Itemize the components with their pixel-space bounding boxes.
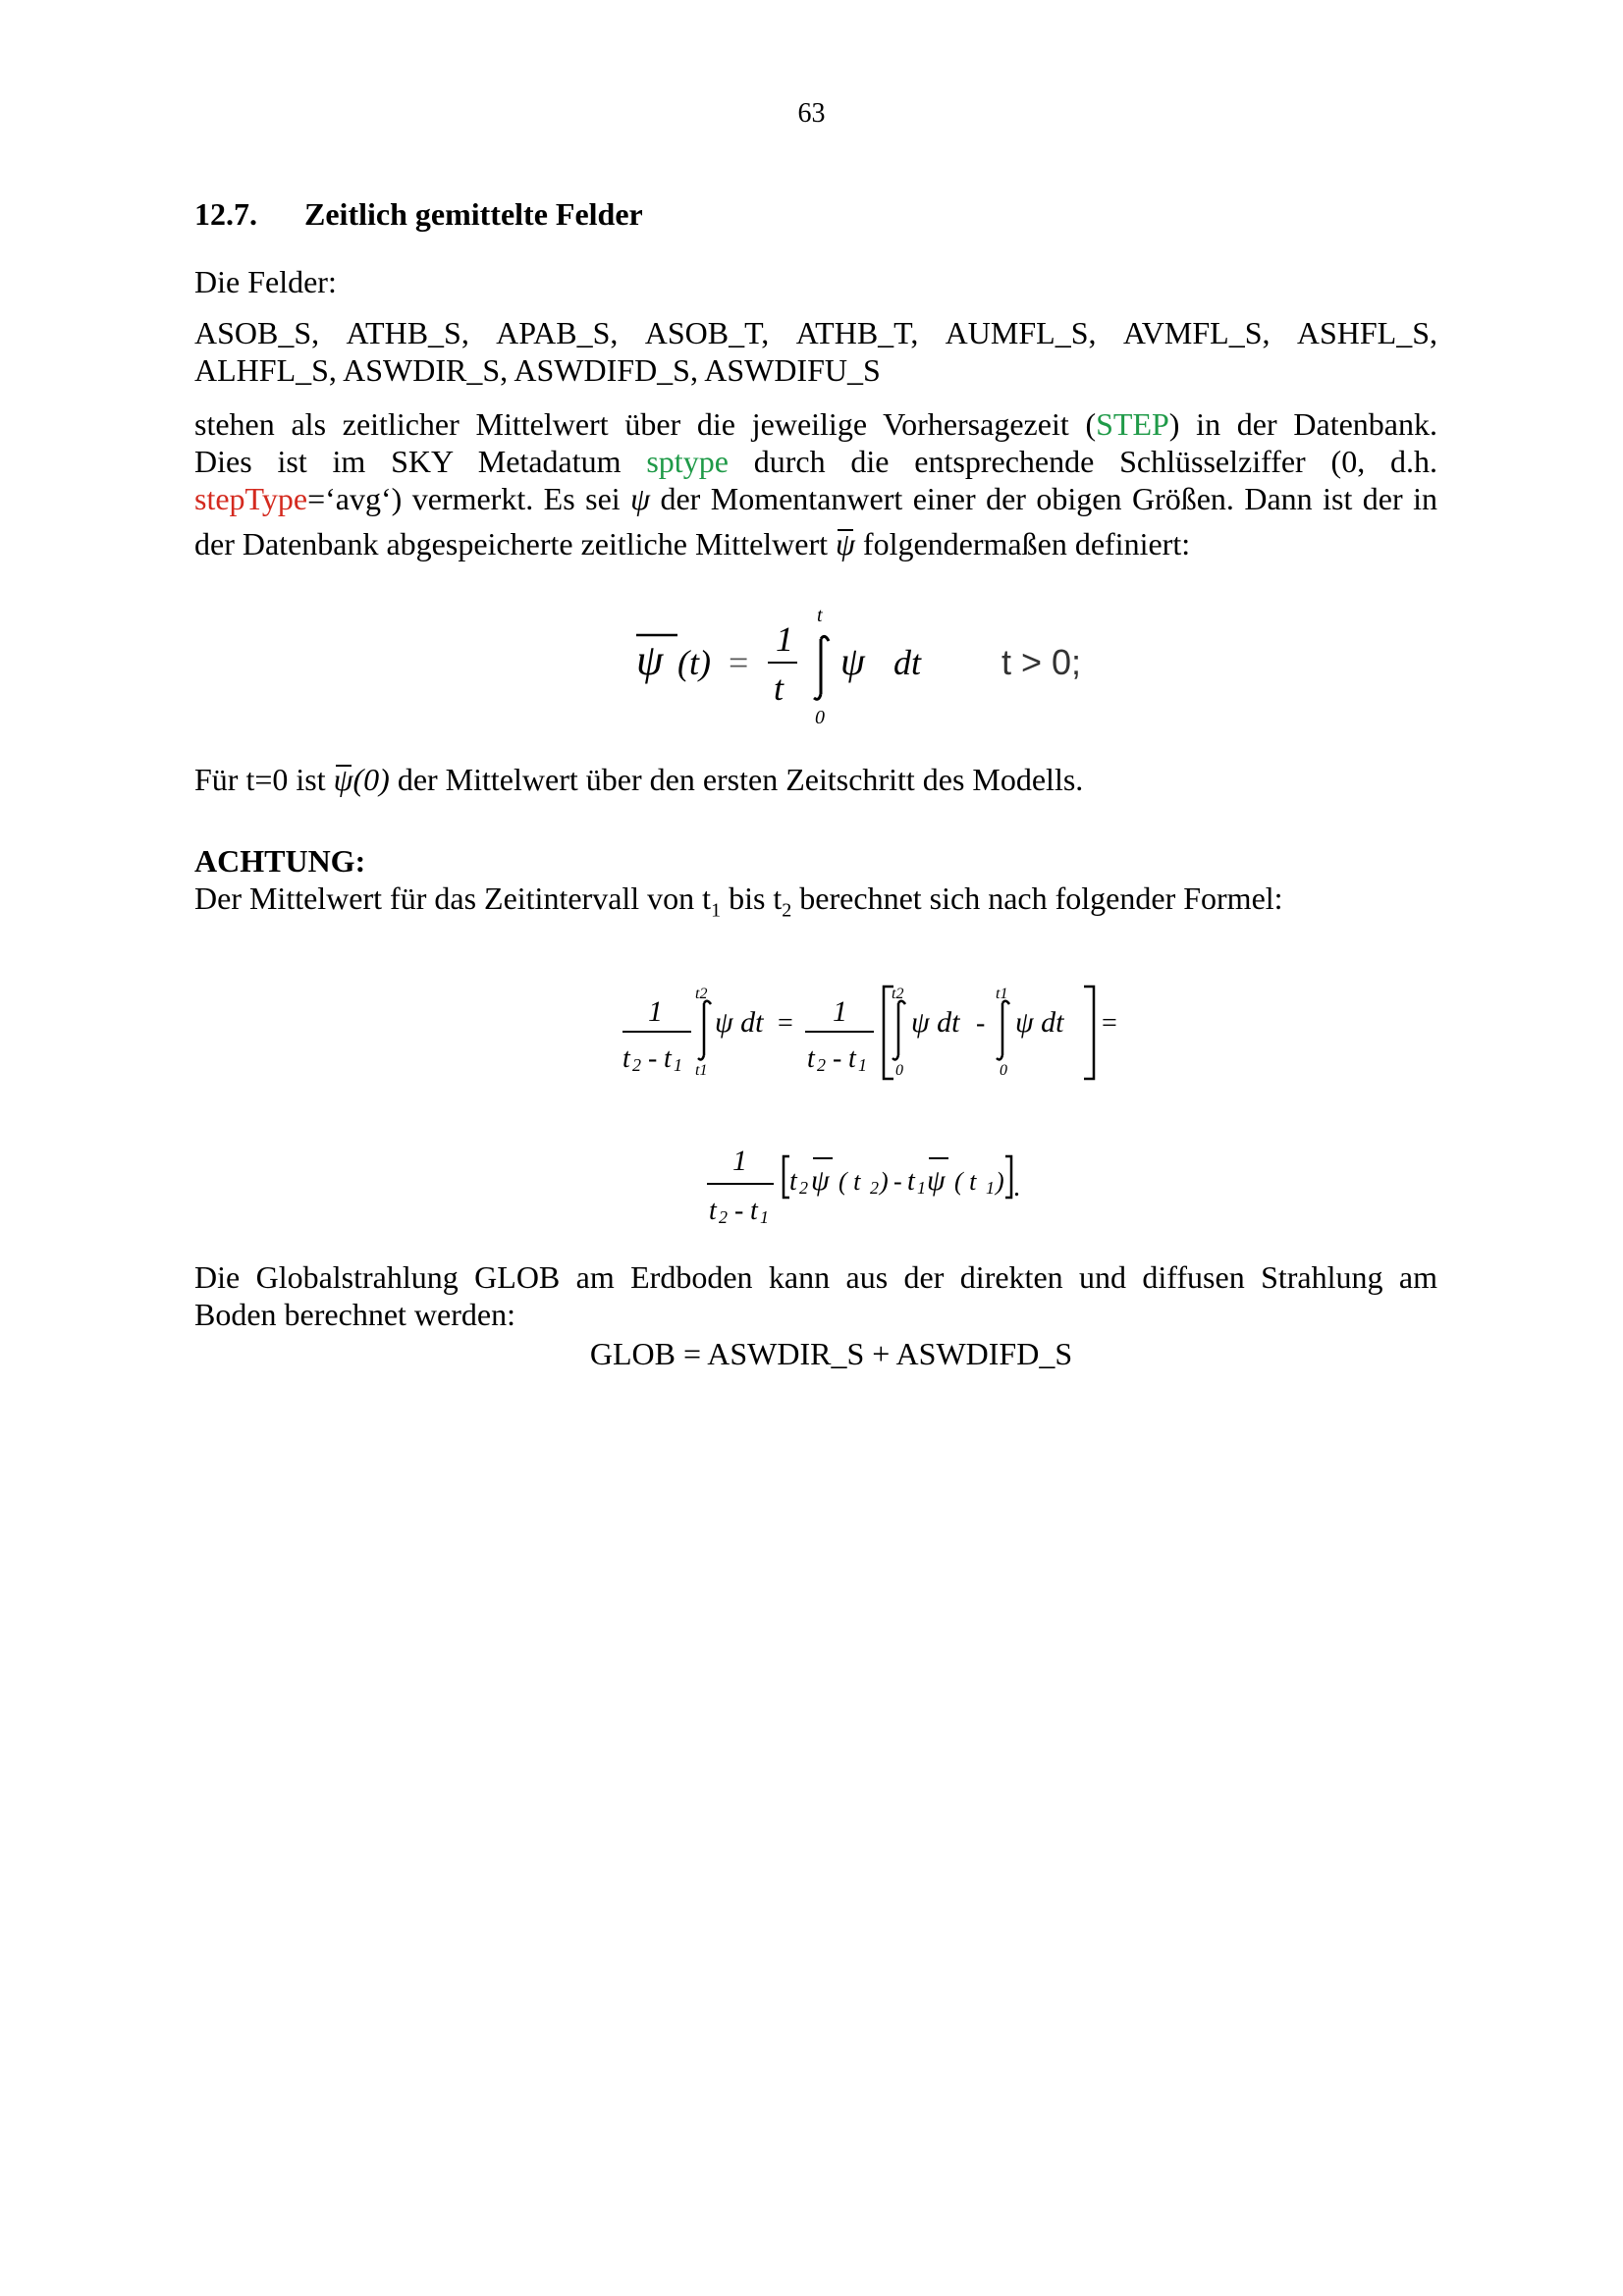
int1-sign <box>698 1001 711 1060</box>
int3-lower: 0 <box>1000 1062 1007 1079</box>
frac3-den-t2: t <box>709 1196 717 1226</box>
frac1-den-t2: t <box>622 1043 630 1074</box>
int2-integrand: ψ dt <box>911 1006 960 1039</box>
frac1-den-sub1: 1 <box>674 1055 682 1075</box>
bracket-minus: - <box>976 1008 986 1039</box>
int1-integrand: ψ dt <box>715 1006 764 1039</box>
psi-bar-symbol-2: ψ <box>333 762 353 797</box>
frac2-den-t1: t <box>848 1043 856 1074</box>
integrand-psi: ψ <box>840 639 865 683</box>
int2-upper: t2 <box>892 986 904 1002</box>
result-minus: - <box>893 1167 902 1196</box>
differential: dt <box>893 643 922 682</box>
final-period: . <box>1013 1172 1020 1202</box>
frac1-den-sub2: 2 <box>632 1055 641 1075</box>
section-title: Zeitlich gemittelte Felder <box>304 196 643 232</box>
eq-1: = <box>778 1008 793 1039</box>
psi-symbol: ψ <box>630 481 650 516</box>
glob-equation: GLOB = ASWDIR_S + ASWDIFD_S <box>589 1336 1073 1371</box>
fraction-numerator: 1 <box>776 619 793 659</box>
psi-arg-close-1: ) <box>996 1167 1004 1196</box>
glob-line-2: Boden berechnet werden: <box>194 1297 515 1332</box>
frac1-den-t1: t <box>664 1043 672 1074</box>
frac3-numerator: 1 <box>732 1145 747 1177</box>
field-list-line-1: ASOB_S, ATHB_S, APAB_S, ASOB_T, ATHB_T, AUMFL_S, AVMFL_S, ASHFL_S, <box>194 315 1437 350</box>
bracket-t1: t <box>907 1166 915 1197</box>
steptype-keyword: stepType <box>194 481 308 516</box>
right-bracket-2 <box>1005 1156 1011 1198</box>
bracket-sub1: 1 <box>917 1178 926 1198</box>
equals-sign: = <box>729 643 749 682</box>
int1-upper: t2 <box>695 986 708 1002</box>
psi-lhs: ψ <box>636 636 664 684</box>
mean-definition-formula <box>609 594 1119 731</box>
frac2-den-sub1: 1 <box>858 1055 867 1075</box>
t0-sentence: Für t=0 ist ψ(0) der Mittelwert über den ersten Zeitschritt des Modells. <box>194 762 1084 797</box>
frac3-den-minus: - <box>734 1196 744 1226</box>
frac3-den-sub2: 2 <box>719 1207 728 1227</box>
lhs-argument: (t) <box>677 643 711 682</box>
field-list <box>194 314 1437 389</box>
psi-bar-t1: ψ <box>927 1164 946 1197</box>
frac2-den-t2: t <box>807 1043 815 1074</box>
field-list-line-2: ALHFL_S, ASWDIR_S, ASWDIFD_S, ASWDIFU_S <box>194 352 881 388</box>
achtung-title: ACHTUNG: <box>194 843 366 879</box>
frac2-den-sub2: 2 <box>817 1055 826 1075</box>
psi-arg-sub1: 1 <box>986 1178 995 1198</box>
step-link: STEP <box>1096 406 1169 442</box>
frac3-den-sub1: 1 <box>760 1207 769 1227</box>
int3-sign <box>997 1001 1009 1060</box>
psi-bar-t2: ψ <box>811 1164 830 1197</box>
desc-line-4: der Datenbank abgespeicherte zeitliche Mittelwert ψ folgendermaßen definiert: <box>194 526 1191 561</box>
eq-2: = <box>1102 1008 1117 1039</box>
frac3-den-t1: t <box>750 1196 758 1226</box>
frac2-den-minus: - <box>833 1043 842 1074</box>
desc-line-3: stepType=‘avg‘) vermerkt. Es sei ψ der Momentanwert einer der obigen Größen. Dann ist der in <box>194 481 1438 516</box>
bracket-sub2: 2 <box>799 1178 808 1198</box>
int1-lower: t1 <box>695 1062 708 1079</box>
section-heading <box>194 196 643 233</box>
sptype-keyword: sptype <box>646 444 729 479</box>
achtung-text: Der Mittelwert für das Zeitintervall von $t_1$ bis $t_2$ berechnet sich nach folgender Formel: <box>194 881 1283 922</box>
psi-arg-t1: ( t <box>954 1167 977 1196</box>
fraction-denominator: t <box>774 668 784 708</box>
psi-arg-zero: (0) <box>352 762 390 797</box>
psi-bar-symbol: ψ <box>836 526 855 561</box>
intro-text: Die Felder: <box>194 264 337 299</box>
frac1-numerator: 1 <box>648 995 663 1028</box>
desc-line-1: stehen als zeitlicher Mittelwert über die jeweilige Vorhersagezeit (STEP) in der Datenbank. <box>194 406 1438 442</box>
glob-line-1: Die Globalstrahlung GLOB am Erdboden kann aus der direkten und diffusen Strahlung am <box>194 1259 1437 1295</box>
frac1-den-minus: - <box>648 1043 658 1074</box>
integral-lower: 0 <box>815 707 825 728</box>
psi-arg-sub2: 2 <box>870 1178 879 1198</box>
frac2-numerator: 1 <box>833 995 847 1028</box>
integral-upper: t <box>817 605 823 626</box>
page-number: 63 <box>797 98 826 129</box>
integral-sign <box>814 636 829 699</box>
int3-upper: t1 <box>996 986 1008 1002</box>
int2-sign <box>893 1001 905 1060</box>
psi-arg-close-2: ) <box>880 1167 889 1196</box>
psi-arg-t2: ( t <box>839 1167 861 1196</box>
description-paragraph <box>194 405 1437 562</box>
glob-paragraph <box>194 1258 1437 1333</box>
interval-mean-formula <box>609 977 1139 1095</box>
bracket-t2: t <box>789 1166 797 1197</box>
right-bracket <box>1084 987 1094 1079</box>
int2-lower: 0 <box>895 1062 903 1079</box>
int3-integrand: ψ dt <box>1015 1006 1064 1039</box>
condition: t > 0; <box>1001 642 1082 682</box>
desc-line-2: Dies ist im SKY Metadatum sptype durch die entsprechende Schlüsselziffer (0, d.h. <box>194 444 1438 479</box>
section-number: 12.7. <box>194 196 257 232</box>
interval-mean-result <box>699 1137 1072 1235</box>
